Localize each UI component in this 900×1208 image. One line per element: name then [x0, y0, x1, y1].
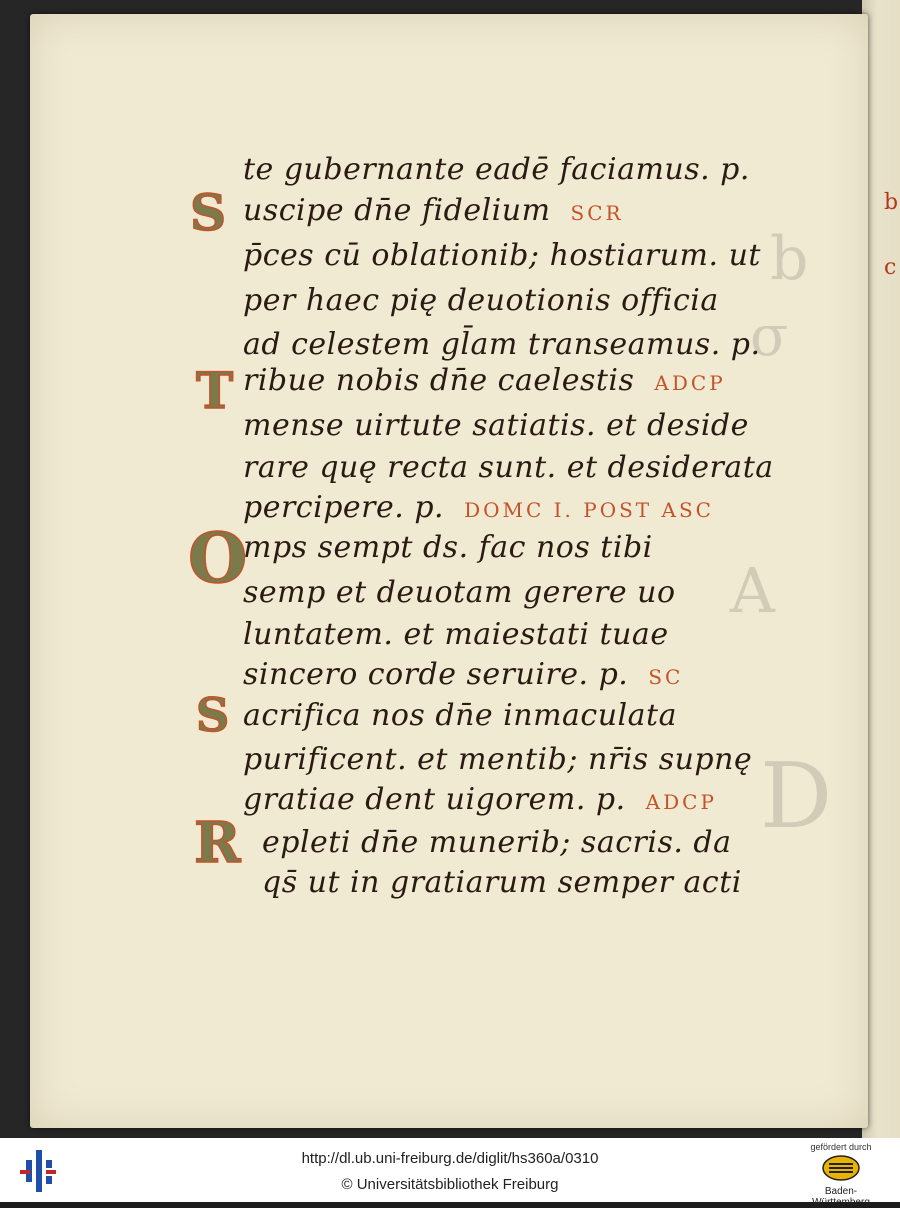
permalink[interactable]: http://dl.ub.uni-freiburg.de/diglit/hs360a/0310	[301, 1150, 599, 1167]
text-line: acrifica nos dn̄e inmaculata	[243, 698, 677, 733]
text-line	[243, 782, 717, 817]
text-line: te gubernante eadē faciamus. p.	[243, 152, 750, 187]
sponsor-block	[796, 1142, 886, 1208]
rubric: ADCP	[645, 790, 717, 814]
facing-page-mark: c	[884, 255, 897, 280]
text-line: epleti dn̄e munerib; sacris. da	[262, 825, 732, 860]
rubric: SC	[648, 665, 684, 689]
text-line: ad celestem gl̄am transeamus. p.	[243, 327, 761, 362]
show-through-letter: A	[730, 554, 775, 627]
show-through-letter: σ	[750, 304, 789, 369]
text-line: qs̄ ut in gratiarum semper acti	[262, 865, 742, 900]
text-line	[243, 490, 714, 525]
line-text: sincero corde seruire. p.	[243, 657, 629, 692]
text-line: semp et deuotam gerere uo	[243, 575, 676, 610]
initial-s: S	[196, 688, 230, 742]
facing-page-mark: b	[884, 190, 899, 215]
sponsor-label: gefördert durch	[810, 1142, 872, 1152]
initial-s: S	[190, 183, 227, 242]
show-through-letter: D	[760, 744, 833, 849]
initial-o: O	[188, 519, 248, 599]
text-line: rare quę recta sunt. et desiderata	[243, 450, 774, 485]
text-line	[243, 363, 726, 398]
text-line: p̄ces cū oblationib; hostiarum. ut	[243, 238, 761, 273]
text-line: purificent. et mentib; nr̄is supnę	[243, 742, 753, 777]
footer	[0, 1138, 900, 1208]
state-coat-of-arms-icon	[821, 1154, 861, 1182]
initial-t: T	[196, 361, 234, 420]
line-text: percipere. p.	[243, 490, 445, 525]
initial-r: R	[194, 810, 241, 876]
line-text: ribue nobis dn̄e caelestis	[243, 363, 635, 398]
line-text: gratiae dent uigorem. p.	[243, 782, 626, 817]
sponsor-name: Baden-Württemberg	[812, 1186, 870, 1208]
rubric: ADCP	[654, 371, 726, 395]
text-line: luntatem. et maiestati tuae	[243, 617, 669, 652]
text-line	[243, 657, 683, 692]
text-line: mense uirtute satiatis. et deside	[243, 408, 749, 443]
text-line: mps sempt ds. fac nos tibi	[243, 530, 653, 565]
line-text: uscipe dn̄e fidelium	[243, 193, 551, 228]
copyright-text: © Universitätsbibliothek Freiburg	[341, 1176, 559, 1193]
text-line: per haec pię deuotionis officia	[243, 283, 719, 318]
show-through-letter: b	[770, 224, 809, 294]
text-line	[243, 193, 624, 228]
rubric: SCR	[570, 201, 624, 225]
rubric: DOMC I. POST ASC	[464, 498, 714, 522]
